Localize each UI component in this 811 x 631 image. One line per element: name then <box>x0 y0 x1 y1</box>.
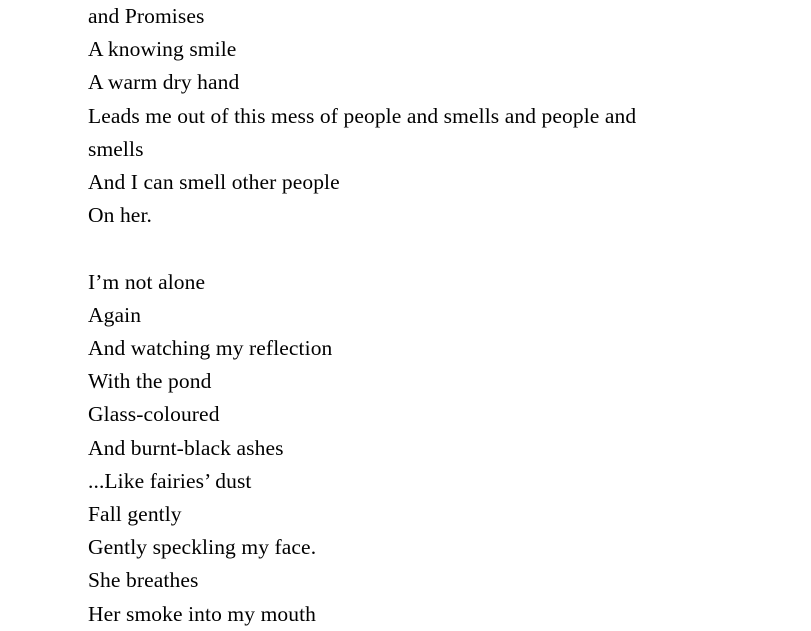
poem-line: and Promises <box>88 4 205 28</box>
poem-line: Her smoke into my mouth <box>88 601 317 626</box>
poem-line: And burnt-black ashes <box>88 435 284 460</box>
poem-body <box>88 0 728 631</box>
poem-line: Glass-coloured <box>88 402 220 427</box>
poem-line: A warm dry hand <box>88 70 240 95</box>
poem-line: With the pond <box>88 369 212 394</box>
poem-line-blank <box>88 232 728 265</box>
poem-line: A knowing smile <box>88 37 237 62</box>
poem-line: Gently speckling my face. <box>88 535 317 560</box>
poem-line: I’m not alone <box>88 269 206 294</box>
poem-line: And watching my reflection <box>88 336 333 361</box>
poem-line: She breathes <box>88 568 199 593</box>
poem-line: On her. <box>88 203 152 228</box>
poem-line: Fall gently <box>88 502 182 527</box>
poem-line: smells <box>88 136 144 161</box>
poem-line: ...Like fairies’ dust <box>88 468 252 493</box>
poem-line: And I can smell other people <box>88 170 340 195</box>
poem-line: Again <box>88 302 142 327</box>
poem-line: Leads me out of this mess of people and smells and people and <box>88 103 637 128</box>
